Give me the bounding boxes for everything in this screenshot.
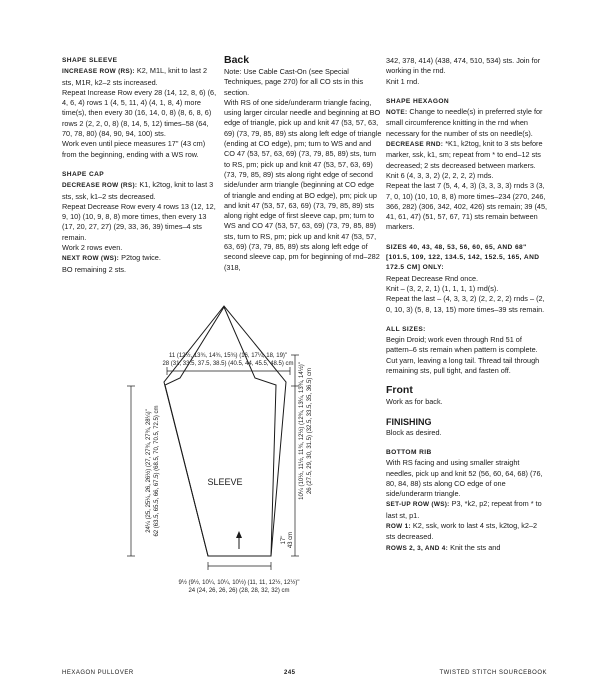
footer-book-title: TWISTED STITCH SOURCEBOOK	[439, 670, 547, 676]
height-measure-cm: 43 cm	[288, 531, 294, 549]
instruction-text: Knit 1 rnd.	[386, 76, 420, 86]
instruction-text: K2, M1L, knit to last 2 sts, M1R, k2–2 sts increased.	[62, 66, 208, 87]
bottom-measure-cm: 24 (24, 26, 26, 26) (28, 28, 32, 32) cm	[188, 588, 290, 594]
section-heading: ALL SIZES:	[386, 325, 426, 333]
sleeve-shape	[139, 304, 281, 556]
page-number: 245	[284, 670, 296, 676]
sleeve-label: SLEEVE	[207, 477, 243, 487]
instruction-text: Change to needle(s) in preferred style for small circumference knitting in the rnd when necessary for the number of sts on needle(s).	[386, 107, 543, 138]
sleeve-outline	[165, 307, 276, 556]
instruction-text: Block as desired.	[386, 427, 442, 437]
section-title: Back	[224, 54, 250, 66]
instruction-text: Begin Droid; work even through Rnd 51 of pattern–6 sts remain when pattern is complete. Cut yarn, leaving a long tail. Thread tail through remaining sts, pull tight, and fasten off.	[386, 335, 540, 376]
instruction-text: *K1, k2tog, knit to 3 sts before marker, ssk, k1, sm; repeat from * to end–12 sts decreased; 2 sts decreased between markers.	[386, 139, 543, 170]
instruction-label: ROW 1:	[386, 522, 411, 530]
instruction-text: Knit the sts and	[448, 542, 501, 552]
section-title: FINISHING	[386, 416, 432, 427]
footer-book-section: HEXAGON PULLOVER	[62, 670, 134, 676]
instruction-text: Repeat Increase Row every 28 (14, 12, 8, 6) (6, 4, 6, 4) rows 1 (4, 5, 11, 4) (4, 1, 8, 4) more time(s), then every 30 (16, 14, 0, 8) (8, 6, 8, 6) rows 2 (2, 2, 0, 8) (8, 14, 5, 12) times–58 (64, 70, 78, 80) (84, 90, 94, 100) sts.	[62, 87, 217, 139]
instruction-text: Work as for back.	[386, 397, 443, 407]
instruction-text: BO remaining 2 sts.	[62, 264, 127, 274]
instruction-label: SET-UP ROW (WS):	[386, 501, 450, 509]
right-measure-cm: 26 (27.5, 29, 30, 31.5) (32.5, 33.5, 35, 36.5) cm	[307, 367, 313, 495]
instruction-text: K2, ssk, work to last 4 sts, k2tog, k2–2 sts decreased.	[386, 520, 538, 542]
instruction-text: Repeat Decrease Rnd once.	[386, 273, 479, 283]
instruction-label: DECREASE RND:	[386, 141, 444, 149]
instruction-text: Note: Use Cable Cast-On (see Special Techniques, page 270) for all CO sts in this section.	[224, 67, 364, 97]
instruction-text: Repeat the last 7 (5, 4, 4, 3) (3, 3, 3, 3) rnds 3 (3, 7, 0, 10) (10, 10, 8, 8) more times–234 (270, 246, 366, 282) (306, 342, 402, 426) sts remain; 39 (45, 41, 61, 47) (51, 57, 67, 71) sts remain between markers.	[386, 181, 548, 232]
instruction-text: Knit – (3, 2, 2, 1) (1, 1, 1, 1) rnd(s).	[386, 283, 499, 293]
instruction-text: P2tog twice.	[119, 253, 161, 263]
sleeve-shape-path	[164, 306, 286, 556]
left-measure-cm: 62 (63.5, 65.5, 66, 67.5) (68.5, 70, 70.5, 72.5) cm	[154, 405, 160, 537]
section-heading: SHAPE HEXAGON	[386, 97, 450, 105]
grain-arrow-head	[236, 531, 242, 538]
instruction-label: NOTE:	[386, 109, 408, 117]
instruction-text: P3, *k2, p2; repeat from * to last st, p1.	[386, 499, 542, 520]
instruction-label: ROWS 2, 3, AND 4:	[386, 544, 449, 552]
section-heading: SIZES 40, 43, 48, 53, 56, 60, 65, AND 68" [101.5, 109, 122, 134.5, 142, 152.5, 165, AND 172.5 CM] ONLY:	[386, 243, 540, 272]
instruction-label: DECREASE ROW (RS):	[62, 182, 138, 190]
top-measure-cm: 28 (31, 33.5, 37.5, 38.5) (40.5, 44, 45.5, 48.5) cm	[162, 361, 294, 367]
section-heading: SHAPE CAP	[62, 170, 105, 178]
section-title: Front	[386, 384, 413, 397]
right-measure-in: 10¼ (10½, 11½, 11¾, 12½) (12¾, 13¼, 13¾, 14½)"	[299, 362, 305, 500]
instruction-text: Repeat Decrease Row every 4 rows 13 (12, 12, 9, 10) (10, 9, 8, 8) more times, then every 13 (17, 20, 27, 27) (29, 33, 36, 39) times–4 sts remain.	[62, 201, 216, 242]
instruction-label: NEXT ROW (WS):	[62, 255, 120, 263]
instruction-text: With RS facing and using smaller straight needles, pick up and knit 52 (56, 60, 64, 68) (76, 80, 84, 88) sts along CO edge of one side/underarm triangle.	[386, 458, 543, 499]
left-measure-in: 24¼ (25, 25¼, 26, 26½) (27, 27¾, 27¾, 28¼)"	[146, 409, 152, 533]
top-measure-in: 11 (12½, 13¾, 14¾, 15¾) (16, 17¼, 18, 19)"	[168, 353, 288, 359]
instruction-text: 342, 378, 414) (438, 474, 510, 534) sts. Join for working in the rnd.	[386, 56, 541, 76]
instruction-text: Knit 6 (4, 3, 3, 2) (2, 2, 2, 2) rnds.	[386, 170, 494, 180]
section-heading: BOTTOM RIB	[386, 448, 432, 456]
bottom-measure-in: 9½ (9½, 10¼, 10¼, 10½) (11, 11, 12½, 12½)"	[178, 580, 300, 586]
instruction-text: K1, k2tog, knit to last 3 sts, ssk, k1–2 sts decreased.	[62, 180, 214, 201]
instruction-label: INCREASE ROW (RS):	[62, 68, 135, 76]
instruction-text: With RS of one side/underarm triangle facing, using larger circular needle and beginning at BO edge of triangle, pick up and knit 47 (53, 57, 63, 69) (73, 79, 85, 89) sts along left edge of triangle (ending at CO edge), pm; turn to WS and and CO 47 (53, 57, 63, 69) (73, 79, 85, 89) sts, turn to RS, pm; pick up and knit 47 (53, 57, 63, 69) (73, 79, 85, 89) sts along right edge of second side/under arm triangle (beginning at CO edge of triangle and ending at BO edge), pm; pick up and knit 47 (53, 57, 63, 69) (73, 79, 85, 89) sts along right edge of first sleeve cap, pm; turn to WS and CO 47 (53, 57, 63, 69) (73, 79, 85, 89) sts, turn to RS, pm; pick up and knit 47 (53, 57, 63, 69) (73, 79, 85, 89) sts along left edge of second sleeve cap, pm for beginning of rnd–282 (318,	[224, 97, 382, 272]
instruction-text: Work 2 rows even.	[62, 243, 123, 253]
height-measure-in: 17"	[281, 535, 287, 545]
instruction-text: Work even until piece measures 17" (43 cm) from the beginning, ending with a WS row.	[62, 139, 206, 159]
instruction-text: Repeat the last – (4, 3, 3, 2) (2, 2, 2, 2) rnds – (2, 0, 10, 3) (5, 8, 13, 15) more times–39 sts remain.	[386, 294, 545, 314]
section-heading: SHAPE SLEEVE	[62, 57, 118, 64]
